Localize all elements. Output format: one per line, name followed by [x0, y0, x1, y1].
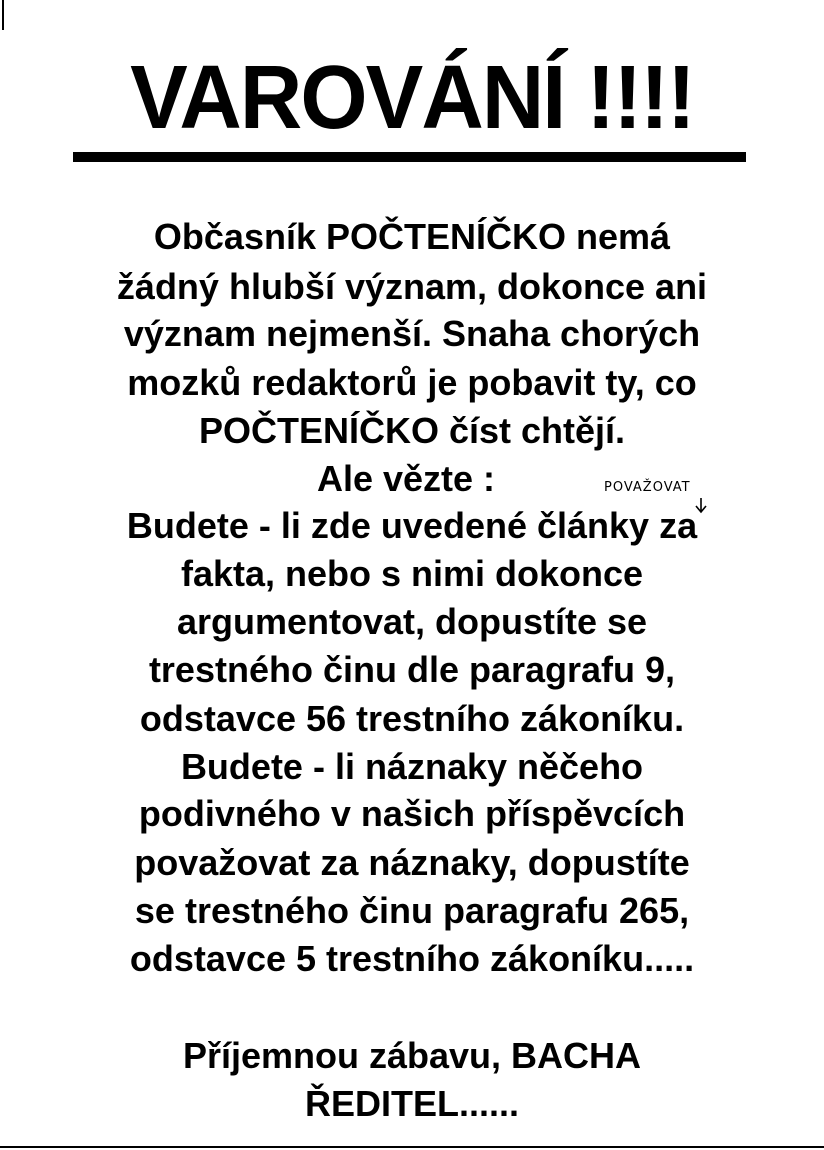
paragraph-line: se trestného činu paragrafu 265,	[134, 890, 690, 931]
closing-line: Příjemnou zábavu, BACHA	[182, 1035, 642, 1076]
paragraph-line: považovat za náznaky, dopustíte	[134, 842, 690, 883]
scan-edge-mark	[2, 0, 4, 30]
paragraph-line: trestného činu dle paragrafu 9,	[148, 649, 676, 690]
paragraph-line: odstavce 5 trestního zákoníku.....	[129, 938, 695, 979]
scan-edge-bottom	[0, 1146, 824, 1148]
paragraph-line: argumentovat, dopustíte se	[176, 601, 648, 642]
title-underline-rule	[73, 152, 746, 162]
paragraph-line: podivného v našich příspěvcích	[138, 793, 686, 834]
paragraph-line: Budete - li náznaky něčeho	[180, 746, 644, 787]
paragraph-line: POČTENÍČKO číst chtějí.	[198, 410, 626, 451]
paragraph-line: Ale vězte :	[316, 458, 496, 499]
signature-line: ŘEDITEL......	[304, 1083, 519, 1124]
paragraph-line: žádný hlubší význam, dokonce ani	[116, 266, 708, 307]
paragraph-line: odstavce 56 trestního zákoníku.	[139, 698, 685, 739]
paragraph-line: význam nejmenší. Snaha chorých	[123, 313, 701, 354]
paragraph-line: mozků redaktorů je pobavit ty, co	[127, 362, 697, 403]
paragraph-line: Budete - li zde uvedené články za	[126, 505, 698, 546]
paragraph-line: Občasník POČTENÍČKO nemá	[153, 216, 671, 257]
handwritten-annotation: POVAŽOVAT	[604, 480, 691, 495]
paragraph-line: fakta, nebo s nimi dokonce	[180, 553, 644, 594]
warning-title: VAROVÁNÍ !!!!	[130, 48, 694, 148]
